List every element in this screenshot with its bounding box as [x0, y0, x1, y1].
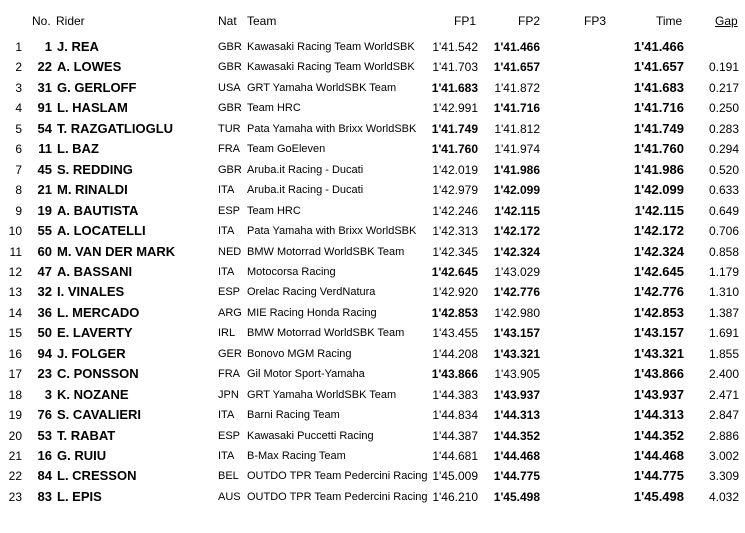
- rider-name-cell: S. CAVALIERI: [57, 407, 142, 423]
- table-row: [0, 363, 745, 383]
- rider-number-cell: 94: [37, 345, 52, 361]
- gap-cell: 1.855: [708, 346, 739, 361]
- table-row: [0, 138, 745, 158]
- table-row: [0, 384, 745, 404]
- fp1-time-cell: 1'42.313: [432, 224, 478, 239]
- header-rider: Rider: [56, 14, 85, 28]
- rider-number-cell: 32: [37, 284, 52, 300]
- nationality-cell: ITA: [218, 450, 235, 462]
- gap-cell: 1.310: [708, 285, 739, 300]
- table-row: [0, 220, 745, 240]
- team-cell: MIE Racing Honda Racing: [247, 306, 377, 319]
- position-cell: 1: [15, 40, 22, 54]
- table-row: [0, 425, 745, 445]
- rider-number-cell: 54: [37, 120, 52, 136]
- fp1-time-cell: 1'41.703: [432, 60, 478, 75]
- nationality-cell: BEL: [218, 470, 239, 483]
- team-cell: Barni Racing Team: [247, 409, 340, 422]
- best-time-cell: 1'45.498: [633, 488, 684, 504]
- rider-number-cell: 47: [37, 263, 52, 279]
- rider-number-cell: 3: [44, 386, 52, 402]
- fp2-time-cell: 1'42.776: [493, 285, 540, 300]
- nationality-cell: GBR: [218, 102, 242, 115]
- gap-cell: 4.032: [708, 489, 739, 504]
- fp1-time-cell: 1'43.866: [431, 367, 478, 382]
- gap-cell: 1.691: [708, 326, 739, 341]
- table-row: [0, 445, 745, 465]
- fp2-time-cell: 1'42.980: [494, 305, 540, 320]
- rider-number-cell: 45: [37, 161, 52, 177]
- rider-number-cell: 60: [37, 243, 52, 259]
- table-row: [0, 343, 745, 363]
- rider-name-cell: L. HASLAM: [57, 100, 128, 116]
- fp1-time-cell: 1'42.979: [432, 183, 478, 198]
- position-cell: 6: [15, 142, 22, 157]
- header-row: [0, 14, 745, 30]
- team-cell: Pata Yamaha with Brixx WorldSBK: [247, 225, 417, 238]
- team-cell: Team GoEleven: [247, 143, 326, 156]
- position-cell: 10: [8, 224, 22, 239]
- nationality-cell: ESP: [218, 204, 241, 217]
- table-row: [0, 77, 745, 97]
- team-cell: Team HRC: [247, 102, 301, 115]
- rider-number-cell: 1: [44, 39, 52, 54]
- gap-cell: 1.179: [708, 264, 739, 279]
- nationality-cell: ITA: [218, 409, 235, 422]
- best-time-cell: 1'41.657: [633, 59, 684, 75]
- team-cell: GRT Yamaha WorldSBK Team: [247, 81, 397, 94]
- best-time-cell: 1'41.716: [633, 100, 684, 116]
- fp2-time-cell: 1'41.716: [493, 101, 540, 116]
- position-cell: 17: [8, 367, 22, 382]
- rider-name-cell: L. MERCADO: [57, 304, 140, 320]
- nationality-cell: GBR: [218, 61, 242, 74]
- gap-cell: 2.847: [708, 408, 739, 423]
- rider-number-cell: 53: [37, 427, 52, 443]
- fp2-time-cell: 1'43.937: [493, 387, 540, 402]
- position-cell: 3: [15, 80, 22, 95]
- fp2-time-cell: 1'41.974: [494, 142, 540, 157]
- team-cell: Gil Motor Sport-Yamaha: [247, 368, 365, 381]
- team-cell: Kawasaki Puccetti Racing: [247, 429, 374, 442]
- table-row: [0, 322, 745, 342]
- rider-number-cell: 36: [37, 304, 52, 320]
- position-cell: 8: [15, 183, 22, 198]
- fp2-time-cell: 1'44.468: [493, 449, 540, 463]
- position-cell: 18: [8, 387, 22, 402]
- best-time-cell: 1'41.466: [633, 39, 684, 54]
- table-row: [0, 261, 745, 281]
- rider-number-cell: 16: [37, 448, 52, 463]
- rider-name-cell: L. EPIS: [57, 488, 102, 504]
- best-time-cell: 1'42.115: [634, 202, 684, 218]
- nationality-cell: IRL: [218, 327, 236, 340]
- fp2-time-cell: 1'43.157: [493, 326, 540, 341]
- fp2-time-cell: 1'43.321: [493, 346, 540, 361]
- header-fp1: FP1: [454, 14, 477, 28]
- position-cell: 7: [15, 162, 22, 177]
- nationality-cell: FRA: [218, 368, 240, 381]
- rider-name-cell: T. RAZGATLIOGLU: [57, 120, 174, 136]
- header-no: No.: [32, 14, 51, 28]
- nationality-cell: GBR: [218, 163, 242, 176]
- header-nat: Nat: [218, 14, 237, 28]
- rider-name-cell: A. BASSANI: [57, 263, 133, 279]
- rider-name-cell: L. CRESSON: [57, 468, 137, 484]
- rider-name-cell: A. LOWES: [57, 59, 122, 75]
- position-cell: 22: [8, 469, 22, 484]
- rider-number-cell: 31: [37, 79, 52, 95]
- position-cell: 21: [8, 449, 22, 463]
- table-row: [0, 486, 745, 506]
- team-cell: Aruba.it Racing - Ducati: [247, 184, 364, 197]
- gap-cell: 3.309: [708, 469, 739, 484]
- fp2-time-cell: 1'42.115: [494, 203, 540, 218]
- fp2-time-cell: 1'43.905: [494, 367, 540, 382]
- best-time-cell: 1'42.099: [633, 182, 684, 198]
- rider-name-cell: I. VINALES: [57, 284, 125, 300]
- best-time-cell: 1'42.172: [633, 223, 684, 239]
- fp1-time-cell: 1'41.749: [431, 121, 478, 136]
- rider-name-cell: G. RUIU: [57, 448, 107, 463]
- fp1-time-cell: 1'42.019: [432, 162, 478, 177]
- team-cell: Kawasaki Racing Team WorldSBK: [247, 61, 415, 74]
- team-cell: BMW Motorrad WorldSBK Team: [247, 327, 405, 340]
- gap-cell: 0.858: [708, 244, 739, 259]
- table-row: [0, 200, 745, 220]
- gap-cell: 0.283: [708, 121, 739, 136]
- fp1-time-cell: 1'42.920: [432, 285, 478, 300]
- nationality-cell: TUR: [218, 122, 241, 135]
- best-time-cell: 1'44.775: [633, 468, 684, 484]
- gap-cell: 2.886: [708, 428, 739, 443]
- fp1-time-cell: 1'42.645: [431, 264, 478, 279]
- table-row: [0, 159, 745, 179]
- nationality-cell: ITA: [218, 184, 235, 197]
- best-time-cell: 1'44.313: [633, 407, 684, 423]
- nationality-cell: USA: [218, 81, 241, 94]
- fp1-time-cell: 1'42.345: [432, 244, 478, 259]
- table-row: [0, 118, 745, 138]
- rider-name-cell: G. GERLOFF: [57, 79, 137, 95]
- best-time-cell: 1'43.866: [633, 366, 684, 382]
- nationality-cell: AUS: [218, 490, 241, 503]
- fp1-time-cell: 1'45.009: [432, 469, 478, 484]
- best-time-cell: 1'44.468: [633, 448, 684, 463]
- position-cell: 5: [15, 121, 22, 136]
- team-cell: Pata Yamaha with Brixx WorldSBK: [247, 122, 417, 135]
- best-time-cell: 1'42.776: [633, 284, 684, 300]
- team-cell: GRT Yamaha WorldSBK Team: [247, 388, 397, 401]
- position-cell: 16: [8, 346, 22, 361]
- fp2-time-cell: 1'42.099: [493, 183, 540, 198]
- rider-name-cell: S. REDDING: [57, 161, 133, 177]
- rider-number-cell: 50: [37, 325, 52, 341]
- header-gap: Gap: [715, 14, 738, 28]
- rider-name-cell: A. LOCATELLI: [57, 223, 146, 239]
- gap-cell: 0.520: [708, 162, 739, 177]
- fp1-time-cell: 1'43.455: [432, 326, 478, 341]
- gap-cell: 2.471: [708, 387, 739, 402]
- nationality-cell: ITA: [218, 265, 235, 278]
- header-time: Time: [656, 14, 683, 28]
- fp2-time-cell: 1'41.812: [494, 121, 540, 136]
- nationality-cell: ESP: [218, 429, 241, 442]
- gap-cell: 0.706: [708, 224, 739, 239]
- fp2-time-cell: 1'41.466: [493, 40, 540, 54]
- position-cell: 9: [15, 203, 22, 218]
- fp2-time-cell: 1'42.324: [493, 244, 540, 259]
- best-time-cell: 1'42.645: [633, 263, 684, 279]
- gap-cell: 0.217: [708, 80, 739, 95]
- rider-number-cell: 83: [37, 488, 52, 504]
- rider-name-cell: M. RINALDI: [57, 182, 128, 198]
- fp1-time-cell: 1'41.542: [432, 40, 478, 54]
- fp2-time-cell: 1'45.498: [493, 489, 540, 504]
- header-fp2: FP2: [518, 14, 541, 28]
- best-time-cell: 1'42.324: [633, 243, 684, 259]
- rider-name-cell: C. PONSSON: [57, 366, 139, 382]
- nationality-cell: JPN: [218, 388, 239, 401]
- nationality-cell: ARG: [218, 306, 242, 319]
- best-time-cell: 1'43.157: [633, 325, 684, 341]
- rider-number-cell: 91: [37, 100, 52, 116]
- table-row: [0, 179, 745, 199]
- position-cell: 4: [15, 101, 22, 116]
- rider-name-cell: L. BAZ: [57, 141, 99, 157]
- gap-cell: 1.387: [708, 305, 739, 320]
- fp1-time-cell: 1'42.991: [432, 101, 478, 116]
- fp2-time-cell: 1'44.313: [493, 408, 540, 423]
- table-row: [0, 97, 745, 117]
- fp1-time-cell: 1'44.681: [432, 449, 478, 463]
- rider-number-cell: 21: [37, 182, 52, 198]
- gap-cell: 3.002: [708, 449, 739, 463]
- position-cell: 14: [8, 305, 22, 320]
- fp1-time-cell: 1'41.683: [431, 80, 478, 95]
- team-cell: Orelac Racing VerdNatura: [247, 286, 376, 299]
- position-cell: 23: [8, 489, 22, 504]
- rider-name-cell: M. VAN DER MARK: [57, 243, 176, 259]
- rider-number-cell: 11: [38, 141, 52, 157]
- fp2-time-cell: 1'44.775: [493, 469, 540, 484]
- rider-number-cell: 84: [37, 468, 52, 484]
- gap-cell: 0.633: [708, 183, 739, 198]
- team-cell: BMW Motorrad WorldSBK Team: [247, 245, 405, 258]
- rider-name-cell: J. FOLGER: [57, 345, 126, 361]
- best-time-cell: 1'41.760: [633, 141, 684, 157]
- best-time-cell: 1'41.749: [633, 120, 684, 136]
- rider-name-cell: A. BAUTISTA: [57, 202, 139, 218]
- table-row: [0, 281, 745, 301]
- position-cell: 20: [8, 428, 22, 443]
- nationality-cell: GBR: [218, 41, 242, 53]
- position-cell: 2: [15, 60, 22, 75]
- team-cell: B-Max Racing Team: [247, 450, 346, 462]
- rider-number-cell: 55: [37, 223, 52, 239]
- team-cell: OUTDO TPR Team Pedercini Racing: [247, 490, 428, 503]
- fp1-time-cell: 1'42.853: [431, 305, 478, 320]
- best-time-cell: 1'44.352: [633, 427, 684, 443]
- fp1-time-cell: 1'44.208: [432, 346, 478, 361]
- fp2-time-cell: 1'41.657: [493, 60, 540, 75]
- rider-number-cell: 23: [37, 366, 52, 382]
- fp1-time-cell: 1'46.210: [432, 489, 478, 504]
- position-cell: 13: [8, 285, 22, 300]
- team-cell: Aruba.it Racing - Ducati: [247, 163, 364, 176]
- fp1-time-cell: 1'42.246: [432, 203, 478, 218]
- nationality-cell: ITA: [218, 225, 235, 238]
- table-row: [0, 56, 745, 76]
- fp1-time-cell: 1'41.760: [431, 142, 478, 157]
- best-time-cell: 1'43.937: [633, 386, 684, 402]
- header-fp3: FP3: [584, 14, 607, 28]
- fp2-time-cell: 1'41.872: [494, 80, 540, 95]
- table-row: [0, 36, 745, 56]
- nationality-cell: GER: [218, 347, 242, 360]
- team-cell: Motocorsa Racing: [247, 265, 336, 278]
- fp1-time-cell: 1'44.383: [432, 387, 478, 402]
- fp1-time-cell: 1'44.834: [432, 408, 478, 423]
- best-time-cell: 1'41.683: [633, 79, 684, 95]
- fp2-time-cell: 1'42.172: [493, 224, 540, 239]
- rider-name-cell: J. REA: [57, 39, 99, 54]
- fp2-time-cell: 1'41.986: [493, 162, 540, 177]
- team-cell: Kawasaki Racing Team WorldSBK: [247, 41, 415, 53]
- rider-number-cell: 76: [37, 407, 52, 423]
- table-row: [0, 241, 745, 261]
- table-row: [0, 302, 745, 322]
- nationality-cell: FRA: [218, 143, 240, 156]
- nationality-cell: ESP: [218, 286, 241, 299]
- gap-cell: 0.649: [708, 203, 739, 218]
- best-time-cell: 1'42.853: [633, 304, 684, 320]
- rider-number-cell: 22: [37, 59, 52, 75]
- team-cell: Team HRC: [247, 204, 301, 217]
- table-row: [0, 465, 745, 485]
- rider-name-cell: T. RABAT: [57, 427, 116, 443]
- gap-cell: 0.191: [708, 60, 739, 75]
- best-time-cell: 1'43.321: [633, 345, 684, 361]
- rider-name-cell: K. NOZANE: [57, 386, 129, 402]
- fp2-time-cell: 1'43.029: [494, 264, 540, 279]
- best-time-cell: 1'41.986: [633, 161, 684, 177]
- table-row: [0, 404, 745, 424]
- position-cell: 12: [8, 264, 22, 279]
- position-cell: 11: [9, 244, 22, 259]
- position-cell: 19: [8, 408, 22, 423]
- rider-name-cell: E. LAVERTY: [57, 325, 133, 341]
- fp2-time-cell: 1'44.352: [493, 428, 540, 443]
- nationality-cell: NED: [218, 245, 242, 258]
- rider-number-cell: 19: [37, 202, 52, 218]
- team-cell: Bonovo MGM Racing: [247, 347, 352, 360]
- position-cell: 15: [8, 326, 22, 341]
- gap-cell: 0.294: [708, 142, 739, 157]
- gap-cell: 2.400: [708, 367, 739, 382]
- team-cell: OUTDO TPR Team Pedercini Racing: [247, 470, 428, 483]
- fp1-time-cell: 1'44.387: [432, 428, 478, 443]
- header-team: Team: [247, 14, 277, 28]
- gap-cell: 0.250: [708, 101, 739, 116]
